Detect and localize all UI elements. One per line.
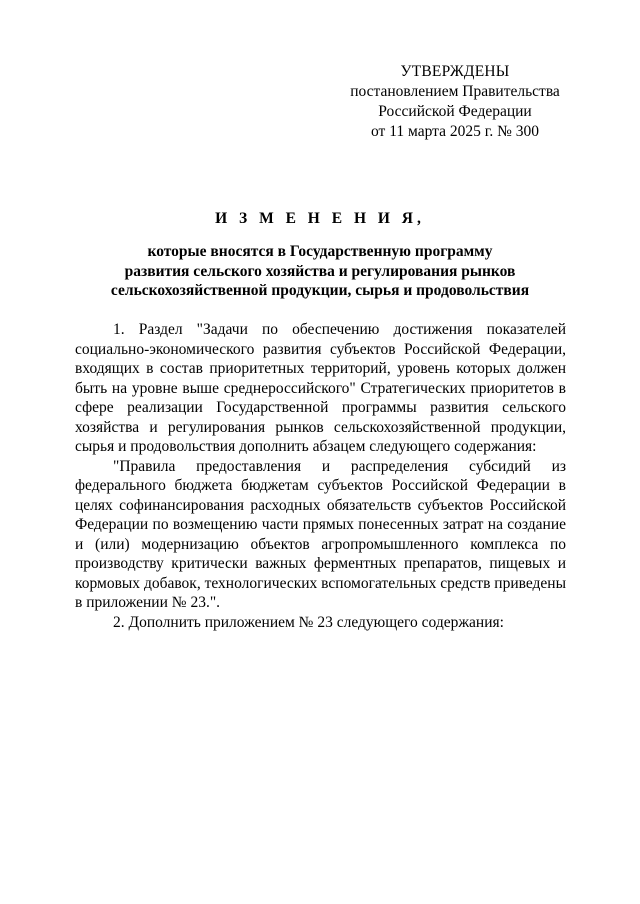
approval-block xyxy=(330,62,580,142)
paragraph-1: 1. Раздел "Задачи по обеспечению достижения показателей социально-экономического развития субъектов Российской Федерации, входящих в состав приоритетных территорий, уровень которых должен быть на уровне выше среднероссийского" Стратегических приоритетов в сфере реализации Государственной программы развития сельского хозяйства и регулирования рынков сельскохозяйственной продукции, сырья и продовольствия дополнить абзацем следующего содержания: xyxy=(75,321,566,455)
approval-line-2: Российской Федерации xyxy=(378,103,532,120)
document-body xyxy=(75,320,566,632)
paragraph-3: 2. Дополнить приложением № 23 следующего содержания: xyxy=(113,613,504,631)
heading-line-3: сельскохозяйственной продукции, сырья и продовольствия xyxy=(110,282,530,299)
heading-line-2: развития сельского хозяйства и регулирования рынков xyxy=(124,262,516,280)
document-heading xyxy=(60,210,580,301)
approval-line-3: от 11 марта 2025 г. № 300 xyxy=(371,123,539,140)
heading-title: И З М Е Н Е Н И Я, xyxy=(215,210,425,227)
paragraph-2: "Правила предоставления и распределения субсидий из федерального бюджета бюджетам субъектов Российской Федерации в целях софинансирования расходных обязательств субъектов Российской Федерации по возмещению части прямых понесенных затрат на создание и (или) модернизацию объектов агропромышленного комплекса по производству критически важных ферментных препаратов, пищевых и кормовых добавок, технологических вспомогательных средств приведены в приложении № 23.". xyxy=(75,457,566,611)
approval-title: УТВЕРЖДЕНЫ xyxy=(400,63,510,80)
approval-line-1: постановлением Правительства xyxy=(350,83,560,100)
heading-line-1: которые вносятся в Государственную программу xyxy=(147,243,493,260)
